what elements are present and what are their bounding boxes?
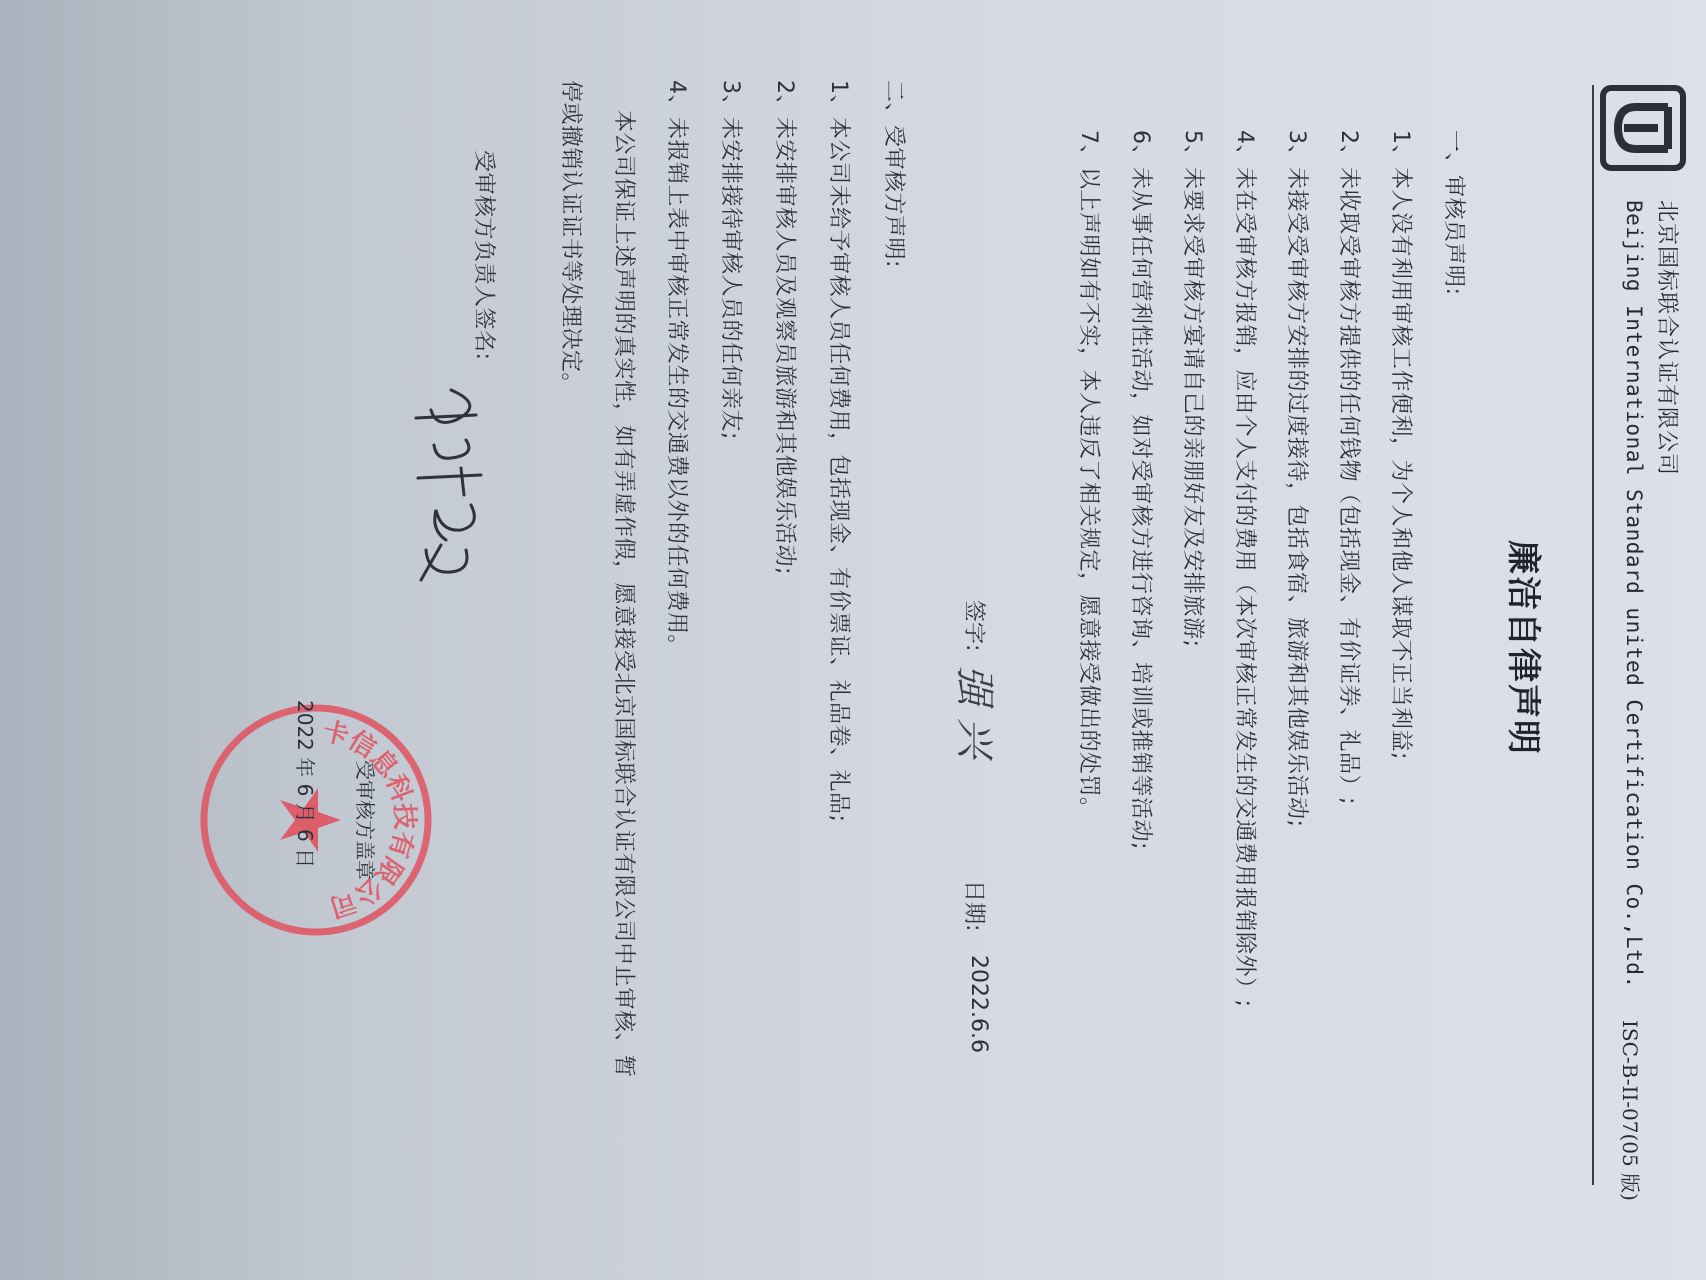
auditee-guarantee-cont: 停或撤销认证证书等处理决定。 — [558, 80, 583, 396]
auditor-item: 5、未要求受审核方宴请自己的亲朋好友及安排旅游; — [1180, 130, 1205, 648]
auditee-guarantee: 本公司保证上述声明的真实性，如有弄虚作假，愿意接受北京国标联合认证有限公司中止审核、暂 — [611, 110, 636, 1078]
auditor-item: 4、未在受审核方报销，应由个人支付的费用（本次审核正常发生的交通费用报销除外）; — [1232, 130, 1257, 1008]
auditor-sign-label: 签字: — [961, 600, 986, 652]
stamp-date: 2022 年 6 月 6 日 — [293, 700, 317, 869]
auditor-heading: 一、审核员声明: — [1441, 130, 1466, 296]
svg-text:卡信息科技有限公司: 卡信息科技有限公司 — [319, 716, 420, 923]
auditee-signature-icon — [406, 380, 506, 590]
company-name-en: Beijing International Standard united Certification Co.,Ltd. — [1622, 200, 1646, 989]
page-title: 廉洁自律声明 — [1503, 540, 1543, 756]
header-divider — [1592, 85, 1594, 1185]
auditor-item: 3、未接受受审核方安排的过度接待，包括食宿、旅游和其他娱乐活动; — [1284, 130, 1309, 828]
stamp-label: 受审核方盖章 — [353, 760, 377, 880]
auditor-item: 7、以上声明如有不实，本人违反了相关规定，愿意接受做出的处罚。 — [1076, 130, 1101, 820]
auditor-item: 1、本人没有利用审核工作便利，为个人和他人谋取不正当利益; — [1388, 130, 1413, 760]
auditee-sign-label: 受审核方负责人签名: — [471, 150, 496, 361]
auditee-item: 3、未安排接待审核人员的任何亲友; — [718, 80, 743, 440]
auditor-item: 6、未从事任何营利性活动，如对受审核方进行咨询、培训或推销等活动; — [1128, 130, 1153, 850]
auditor-date: 2022.6.6 — [966, 955, 991, 1053]
company-name-cn: 北京国标联合认证有限公司 — [1654, 200, 1679, 477]
auditee-item: 1、本公司未给予审核人员任何费用，包括现金、有价票证、礼品卷、礼品; — [826, 80, 851, 823]
auditee-item: 4、未报销上表中审核正常发生的交通费以外的任何费用。 — [664, 80, 689, 657]
document-code: ISC-B-II-07(05 版) — [1618, 1020, 1642, 1201]
auditor-date-label: 日期: — [961, 880, 986, 932]
auditee-item: 2、未安排审核人员及观察员旅游和其他娱乐活动; — [772, 80, 797, 575]
isc-logo-icon — [1600, 85, 1686, 171]
auditor-item: 2、未收取受审核方提供的任何钱物（包括现金、有价证券、礼品）; — [1336, 130, 1361, 805]
auditor-signature: 强 兴 — [951, 665, 997, 758]
auditee-heading: 二、受审核方声明: — [881, 80, 906, 268]
